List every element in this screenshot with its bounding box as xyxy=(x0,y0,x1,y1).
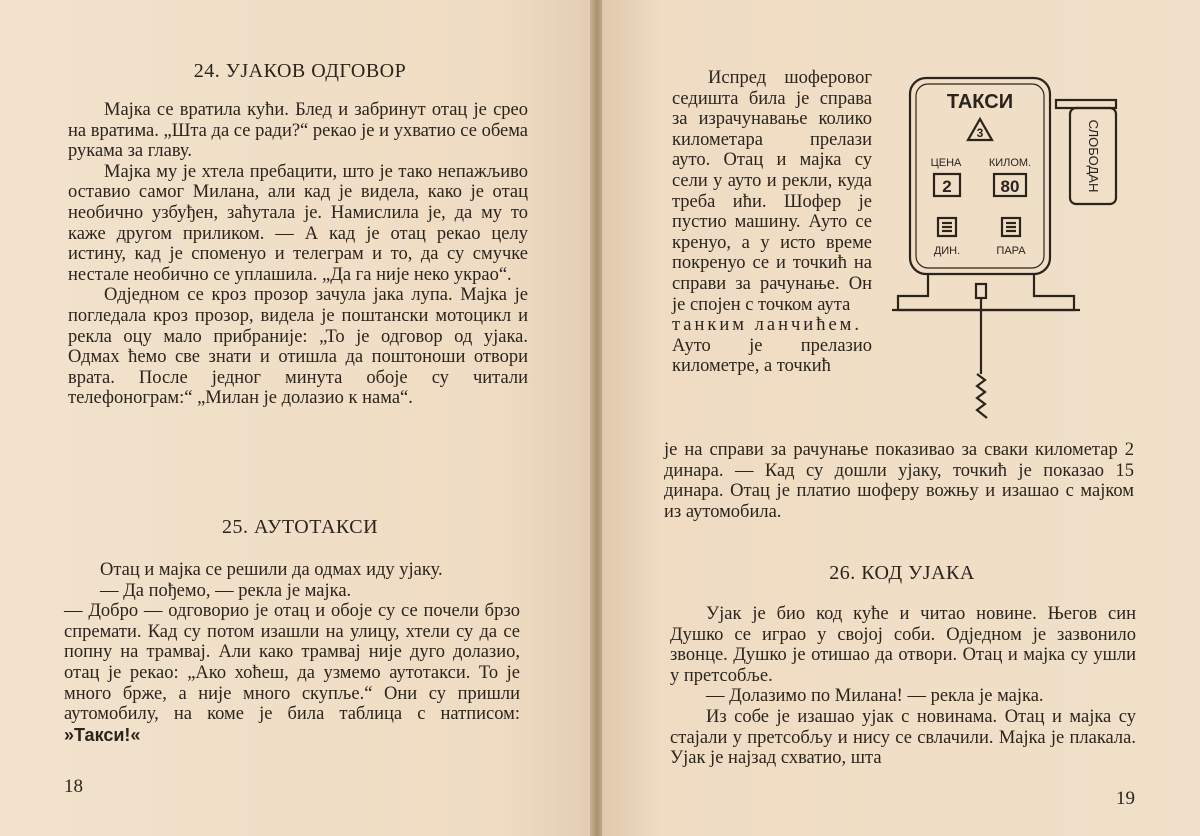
price-value: 2 xyxy=(942,177,952,196)
page-number: 18 xyxy=(64,776,83,797)
paragraph: Из собе је изашао ујак с новинама. Отац и мајка су стајали у претсобљу и нису се свлачили. Мајка је плакала. Ујак је најзад схватио, шта xyxy=(670,706,1136,769)
chapter-25-continuation-wide xyxy=(664,440,1134,522)
din-label: ДИН. xyxy=(933,245,961,257)
chapter-25-continuation xyxy=(672,68,872,377)
chapter-25-title: 25. АУТОТАКСИ xyxy=(221,516,379,538)
taxi-sign-text: »Такси!« xyxy=(64,724,141,745)
chapter-24-body xyxy=(68,100,528,409)
paragraph: Мајка му је хтела пребацити, што је тако непажљиво оставио самог Милана, али кад је видела, како је отац необично узбуђен, заћутала је. Намислила је, да му то каже другом приликом. — А кад је отац рекао целу истину, кад је споменуо и телеграм и то, да су смучке нестале необично се уплашила. „Да га није неко украо“. xyxy=(68,161,528,285)
paragraph: — Добро — одговорио је отац и обоје су се почели брзо спремати. Кад су потом изашли на улицу, хтели су да се попну на трамвај. Али како трамвај није дуго долазио, отац је рекао: „Ако хоћеш, да узмемо аутотакси. То је много брже, а није много скупље.“ Они су пришли аутомобилу, на коме је била таблица с натписом: xyxy=(64,601,520,725)
meter-chain xyxy=(977,374,987,418)
para-label: ПАРА xyxy=(996,245,1026,257)
chapter-25-body xyxy=(64,560,520,746)
paragraph: — Да пођемо, — рекла је мајка. xyxy=(100,580,352,601)
taximeter-illustration xyxy=(888,74,1126,419)
meter-title: ТАКСИ xyxy=(946,91,1014,113)
meter-spindle xyxy=(976,284,986,298)
meter-badge-number: 3 xyxy=(976,126,984,140)
paragraph: Ауто је прелазио километре, а точкић xyxy=(672,335,872,377)
paragraph: Мајка се вратила кући. Блед и забринут отац је среo на вратима. „Шта да се ради?“ рекао је и ухватио се обема рукама за главу. xyxy=(68,100,528,162)
paragraph: Ујак је био код куће и читао новине. Његов син Душко се играо у својој соби. Одједном је зазвонило звонце. Душко је отишао да отвори. Отац и мајка су ушли у претсобље. xyxy=(670,604,1136,686)
chapter-26-body xyxy=(670,604,1136,769)
page-number: 19 xyxy=(1116,788,1135,809)
km-label: КИЛОМ. xyxy=(988,157,1032,169)
paragraph: Отац и мајка се решили да одмах иду ујаку. xyxy=(100,560,443,580)
flag-arm xyxy=(1056,100,1116,108)
left-page xyxy=(0,0,592,836)
paragraph: танким ланчићем. xyxy=(672,315,862,336)
paragraph: — Долазимо по Милана! — рекла је мајка. xyxy=(706,686,1044,707)
km-value: 80 xyxy=(1000,177,1020,196)
chapter-24-title: 24. УЈАКОВ ОДГОВОР xyxy=(193,60,407,82)
paragraph: Одједном се кроз прозор зачула јака лупа. Мајка је погледала кроз прозор, видела је поштански мотоцикл и рекла оцу мало прибраније: „То је одговор од ујака. Одмах ћемо све знати и отишла да поштоноши отвори врата. После једног минута обоје су читали телефонограм:“ „Милан је долазио к нама“. xyxy=(68,285,528,409)
paragraph: је на справи за рачунање показивао за сваки километар 2 динара. — Кад су дошли ујаку, точкић је показао 15 динара. Отац је платио шоферу вожњу и изашао с мајком из аутомобила. xyxy=(664,440,1134,522)
price-label: ЦЕНА xyxy=(930,157,962,169)
flag-text: СЛОБОДАН xyxy=(1086,119,1101,193)
chapter-26-title: 26. КОД УЈАКА xyxy=(829,562,975,584)
paragraph: Испред шоферовог седишта била је справа за израчунавање колико километара прелази ауто. Отац и мајка су сели у ауто и рекли, куда треба ићи. Шофер је пустио машину. Ауто се кренуо, а у исто време покренуо се и точкић на справи за рачунање. Он је спојен с точком аута xyxy=(672,68,872,315)
